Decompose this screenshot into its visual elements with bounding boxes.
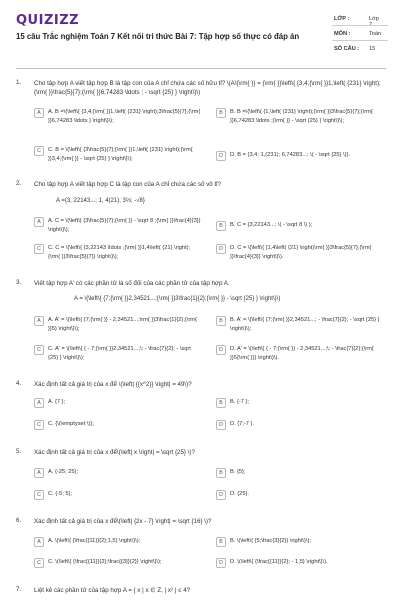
option-d[interactable] [216, 244, 381, 261]
option-text: D. C = \{\left\{ {1,4\left( {21} \right)\rm{ }}3\frac{5}{7};{\rm{ }}\frac{4}{3}} \right\}\). [230, 245, 372, 260]
option-c[interactable] [34, 244, 202, 261]
header-divider [16, 68, 386, 69]
option-text: C. {\(\emptyset \)}; [48, 421, 94, 427]
option-letter: C [34, 244, 44, 254]
meta-lop [334, 16, 379, 22]
option-text: D. \(\left\{ {\frac{{11}}{2}; - 1,5} \right\}\). [230, 559, 328, 565]
option-letter: A [34, 398, 44, 408]
option-letter: C [34, 558, 44, 568]
option-b[interactable] [216, 468, 381, 478]
question-text: Xác định tất cả giá trị của x để\(\left| x \right| = \sqrt {25} \)? [34, 449, 195, 456]
option-letter: B [216, 221, 226, 231]
option-text: A. C = \{\left\{ {3\frac{5}{7};{\rm{ }} - \sqrt 8 ;{\rm{ }}\frac{4}{3}} \right\}\); [48, 218, 201, 233]
option-text: A. {7 }; [48, 399, 66, 405]
option-text: C. A' = \{\left\{ { - 7;{\rm{ }}2,34521...;\; - \frac{7}{2}; - \sqrt {25} } \right\}\); [48, 346, 191, 361]
option-letter: B [216, 468, 226, 478]
option-letter: C [34, 146, 44, 156]
meta-mon-value: Toán [369, 31, 382, 37]
option-letter: C [34, 420, 44, 430]
option-d[interactable] [216, 558, 381, 568]
option-text: B. A' = \{\left\{ {7;{\rm{ }}2,34521...; - \frac{7}{2}; - \sqrt {25} } \right\}\); [230, 317, 380, 332]
option-b[interactable] [216, 108, 381, 125]
option-text: A. {-25; 25}; [48, 469, 79, 475]
option-d[interactable] [216, 420, 381, 430]
question-number: 6. [16, 517, 22, 524]
option-text: B. B =\{\left\{ {1,\left( {231} \right);{\rm{ }}3\frac{5}{7};{\rm{ }}6,74283 \ldots ;{\rm{ }} - \sqrt {25} } \right\}\); [230, 109, 373, 124]
option-text: C. {-5; 5}; [48, 491, 73, 497]
question-text: Xác định tất cả giá trị của x để \(\left| {{x^2}} \right| = 49\)? [34, 381, 192, 388]
meta-divider [332, 40, 388, 41]
option-letter: D [216, 244, 226, 254]
meta-socau [334, 46, 376, 52]
question-number: 2. [16, 180, 22, 187]
option-c[interactable] [34, 490, 202, 500]
option-c[interactable] [34, 420, 202, 430]
option-text: D. A' = \{\left\{ { - 7;{\rm{ }} - 2,34521...;\; - \frac{7}{2};{\rm{ }}5{\rm{ }}} \right\}\). [230, 346, 374, 361]
option-c[interactable] [34, 345, 202, 362]
question-text: Liệt kê các phần tử của tập hợp A = { x | x ∈ Z, | x² | ≤ 4? [34, 587, 191, 594]
option-b[interactable] [216, 398, 381, 408]
meta-lop-value: Lớp [369, 16, 379, 22]
option-text: D. {7;-7 }. [230, 421, 255, 427]
option-a[interactable] [34, 468, 202, 478]
option-b[interactable] [216, 221, 381, 231]
option-a[interactable] [34, 398, 202, 408]
option-letter: B [216, 316, 226, 326]
quizizz-logo: QUIZIZZ [16, 13, 80, 28]
option-letter: D [216, 151, 226, 161]
option-c[interactable] [34, 146, 202, 163]
option-text: B. C = {3,22143...; \( - \sqrt 8 \) }; [230, 222, 313, 228]
document-title: 15 câu Trắc nghiệm Toán 7 Kết nối tri thức Bài 7: Tập hợp số thực có đáp án [16, 32, 300, 41]
option-letter: D [216, 420, 226, 430]
option-text: C. C = \{\left\{ {3,22143 \ldots ;{\rm{ }}1,4\left( {21} \right);{\rm{ }}3\frac{5}{7}} \right\}\); [48, 245, 191, 260]
option-letter: D [216, 345, 226, 355]
option-text: B. \(\left\{ {5;\frac{3}{2}} \right\}\); [230, 538, 311, 544]
option-text: A. A' = \{\left\{ {7;{\rm{ }} - 2,34521...;\rm{ }}3\frac{1}{2};{\rm{ }}5} \right\}\); [48, 317, 197, 332]
meta-socau-value: 15 [369, 46, 376, 52]
question-text: Xác định tất cả giá trị của x để\(\left| {2x - 7} \right| = \sqrt {16} \)? [34, 518, 212, 525]
question-number: 1. [16, 79, 22, 86]
option-letter: D [216, 558, 226, 568]
meta-divider [332, 25, 388, 26]
option-text: C. \(\left\{ {\frac{{11}}{2};\frac{{3}}{2}} \right\}\); [48, 559, 162, 565]
option-b[interactable] [216, 537, 381, 547]
option-a[interactable] [34, 217, 202, 234]
option-d[interactable] [216, 490, 381, 500]
option-letter: A [34, 468, 44, 478]
question-number: 4. [16, 380, 22, 387]
option-letter: B [216, 108, 226, 118]
meta-lop-label: LỚP : [334, 16, 350, 22]
question-number: 7. [16, 586, 22, 593]
set-definition: A ={3, 22143...; 1, 4(21); 3⅓; -√8} [56, 198, 145, 204]
question-number: 5. [16, 448, 22, 455]
question-text: Cho tập hợp A viết tập hợp C là tập con của A chỉ chứa các số vô tỉ? [34, 181, 221, 188]
option-letter: A [34, 108, 44, 118]
option-d[interactable] [216, 151, 381, 161]
option-a[interactable] [34, 537, 202, 547]
option-d[interactable] [216, 345, 381, 362]
option-letter: A [34, 316, 44, 326]
option-a[interactable] [34, 108, 202, 125]
page-header [0, 0, 400, 64]
meta-mon-label: MÔN : [334, 31, 351, 37]
question-text: Cho tập hợp A viết tập hợp B là tập con của A chỉ chứa các số hữu tỉ? \(A\{\rm{ }} = {\rm{ }}\left\{ {3,4;{\rm{ }}1,\left( {231} \right);{\rm{ }}\frac{5}{7};{\rm{ }}6,74283 \ldots ; - \sqrt {25} } \right\}\) [34, 80, 381, 96]
option-text: B. {-7 }; [230, 399, 249, 405]
option-a[interactable] [34, 316, 202, 333]
option-c[interactable] [34, 558, 202, 568]
option-letter: A [34, 537, 44, 547]
option-text: B. {5}; [230, 469, 246, 475]
option-text: C. B = \{\left\{ {3\frac{5}{7};{\rm{ }}1,\left( {231} \right);{\rm{ }}3,4;{\rm{ }} - \sqrt {25} } \right\}\); [48, 147, 193, 162]
question-text: Viết tập hợp A' có các phần tử là số đối của các phần tử của tập hợp A. [34, 280, 230, 287]
option-text: D. B = {3,4; 1,(231); 6,74283...; \( - \sqrt {25} \)}. [230, 152, 350, 158]
option-text: D. {25}. [230, 491, 249, 497]
meta-mon [334, 31, 382, 37]
set-definition: A = \{\left\{ {7;{\rm{ }}2,34521...;{\rm{ }}3\frac{1}{2};{\rm{ }} - \sqrt {25} } \right\}\) [74, 296, 281, 302]
option-letter: A [34, 217, 44, 227]
question-number: 3. [16, 279, 22, 286]
option-b[interactable] [216, 316, 381, 333]
option-letter: C [34, 490, 44, 500]
option-letter: B [216, 398, 226, 408]
option-letter: C [34, 345, 44, 355]
option-text: A. B =\{\left\{ {3,4;{\rm{ }}1,\left( {231} \right);3\frac{5}{7};{\rm{ }}6,74283 \ldots } \right\}\); [48, 109, 201, 124]
option-text: A. \(\left\{ {\frac{{11}}{2};1,5} \right\}\); [48, 538, 141, 544]
option-letter: D [216, 490, 226, 500]
meta-socau-label: SỐ CÂU : [334, 46, 360, 52]
option-letter: B [216, 537, 226, 547]
